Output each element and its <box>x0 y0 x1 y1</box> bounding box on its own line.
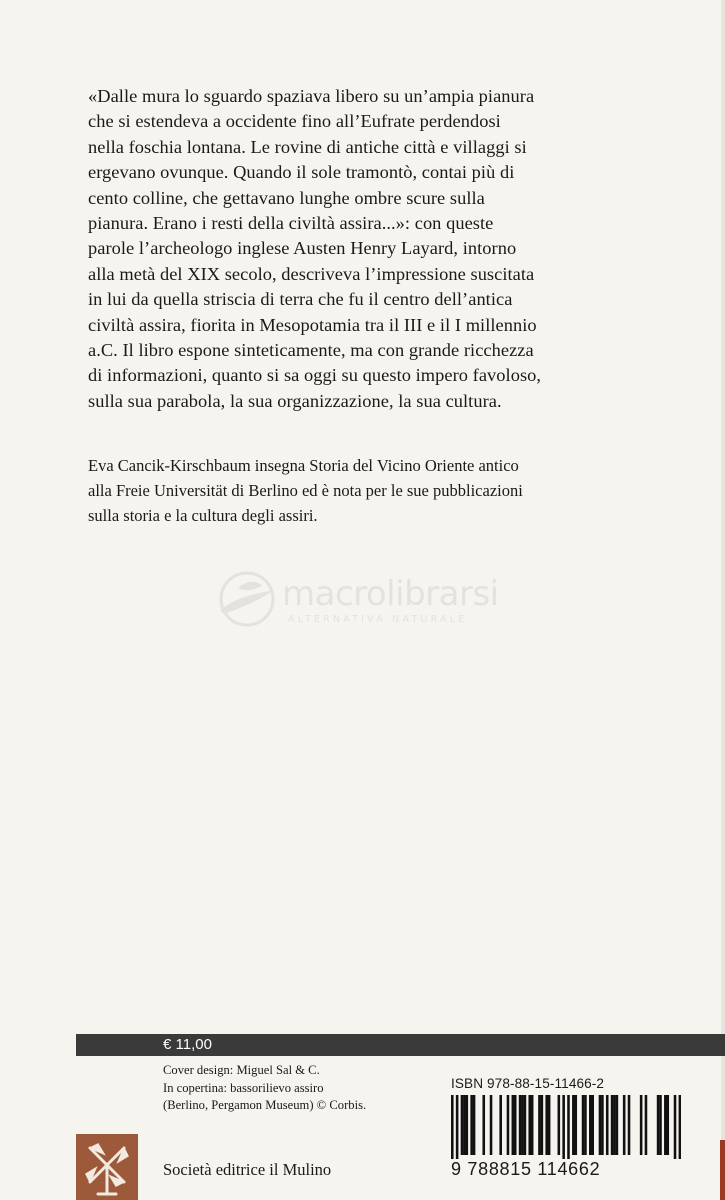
barcode-bar <box>659 1095 662 1155</box>
barcode-bar <box>584 1095 587 1155</box>
page-edge <box>721 0 725 1200</box>
barcode-bar <box>451 1095 454 1159</box>
barcode-bar <box>499 1095 502 1155</box>
barcode-bar <box>567 1095 570 1159</box>
leaf-logo-icon <box>216 570 278 628</box>
barcode-bar <box>521 1095 524 1155</box>
barcode-bar <box>562 1095 565 1159</box>
barcode-bar <box>558 1095 561 1155</box>
barcode-bar <box>628 1095 631 1155</box>
barcode-bar <box>490 1095 493 1155</box>
barcode-bar <box>679 1095 681 1159</box>
isbn: ISBN 978-88-15-11466-2 <box>451 1076 605 1091</box>
barcode-bar <box>591 1095 594 1155</box>
barcode-bar <box>512 1095 515 1155</box>
barcode-bar <box>613 1095 616 1155</box>
barcode-bar <box>541 1095 544 1155</box>
barcode-bar <box>674 1095 677 1159</box>
barcode-bar <box>606 1095 609 1155</box>
book-blurb: «Dalle mura lo sguardo spaziava libero su un’ampia pianura che si estendeva a occidente fino all’Eufrate perdendosi nella foschia lontana. Le rovine di antiche città e villaggi si ergevano ovunque. Quando il sole tramontò, contai più di cento colline, che gettavano lunghe ombre scure sulla pianura. Erano i resti della civiltà assira...»: con queste parole l’archeologo inglese Austen Henry Layard, intorno alla metà del XIX secolo, descriveva l’impressione suscitata in lui da quella striscia di terra che fu il centro dell’antica civiltà assira, fiorita in Mesopotamia tra il III e il I millennio a.C. Il libro espone sinteticamente, ma con grande ricchezza di informazioni, quanto si sa oggi su questo impero favoloso, sulla sua parabola, la sua organizzazione, la sua cultura. <box>88 86 542 411</box>
barcode-bar <box>611 1095 614 1155</box>
barcode-bar <box>545 1095 548 1155</box>
barcode-bar <box>666 1095 669 1155</box>
barcode-bar <box>574 1095 577 1155</box>
barcode-bar <box>664 1095 667 1155</box>
barcode-bar <box>657 1095 660 1155</box>
barcode-bar <box>473 1095 476 1155</box>
publisher-name: Società editrice il Mulino <box>163 1160 332 1179</box>
barcode-bar <box>482 1095 485 1155</box>
barcode-bar <box>531 1095 534 1155</box>
watermark-name: macrolibrarsi <box>282 574 499 614</box>
watermark <box>216 570 516 630</box>
barcode-bar <box>582 1095 585 1155</box>
barcode <box>451 1095 681 1159</box>
author-bio: Eva Cancik-Kirschbaum insegna Storia del Vicino Oriente antico alla Freie Universität di Berlino ed è nota per le sue pubblicazioni sulla storia e la cultura degli assiri. <box>88 456 523 525</box>
windmill-logo-icon <box>76 1134 138 1200</box>
barcode-bar <box>470 1095 473 1155</box>
barcode-bar <box>456 1095 459 1159</box>
barcode-bar <box>519 1095 522 1155</box>
barcode-bar <box>524 1095 527 1155</box>
barcode-bar <box>528 1095 531 1155</box>
barcode-bar <box>538 1095 541 1155</box>
barcode-bar <box>623 1095 626 1155</box>
barcode-digits: 9 788815 114662 <box>451 1159 601 1179</box>
barcode-bar <box>548 1095 551 1155</box>
spine-edge <box>720 1140 725 1200</box>
barcode-bar <box>589 1095 592 1155</box>
watermark-tagline: ALTERNATIVA NATURALE <box>288 614 468 625</box>
cover-credits: Cover design: Miguel Sal & C. In copertina: bassorilievo assiro (Berlino, Pergamon Museum) © Corbis. <box>163 1063 367 1112</box>
barcode-bar <box>599 1095 602 1155</box>
barcode-bar <box>601 1095 604 1155</box>
barcode-bar <box>616 1095 619 1155</box>
barcode-bar <box>461 1095 464 1155</box>
barcode-bar <box>466 1095 469 1155</box>
barcode-bar <box>645 1095 648 1155</box>
barcode-bar <box>507 1095 510 1155</box>
barcode-bar <box>463 1095 466 1155</box>
barcode-bar <box>572 1095 575 1155</box>
barcode-bar <box>514 1095 517 1155</box>
price: € 11,00 <box>163 1036 212 1053</box>
barcode-bar <box>640 1095 643 1155</box>
